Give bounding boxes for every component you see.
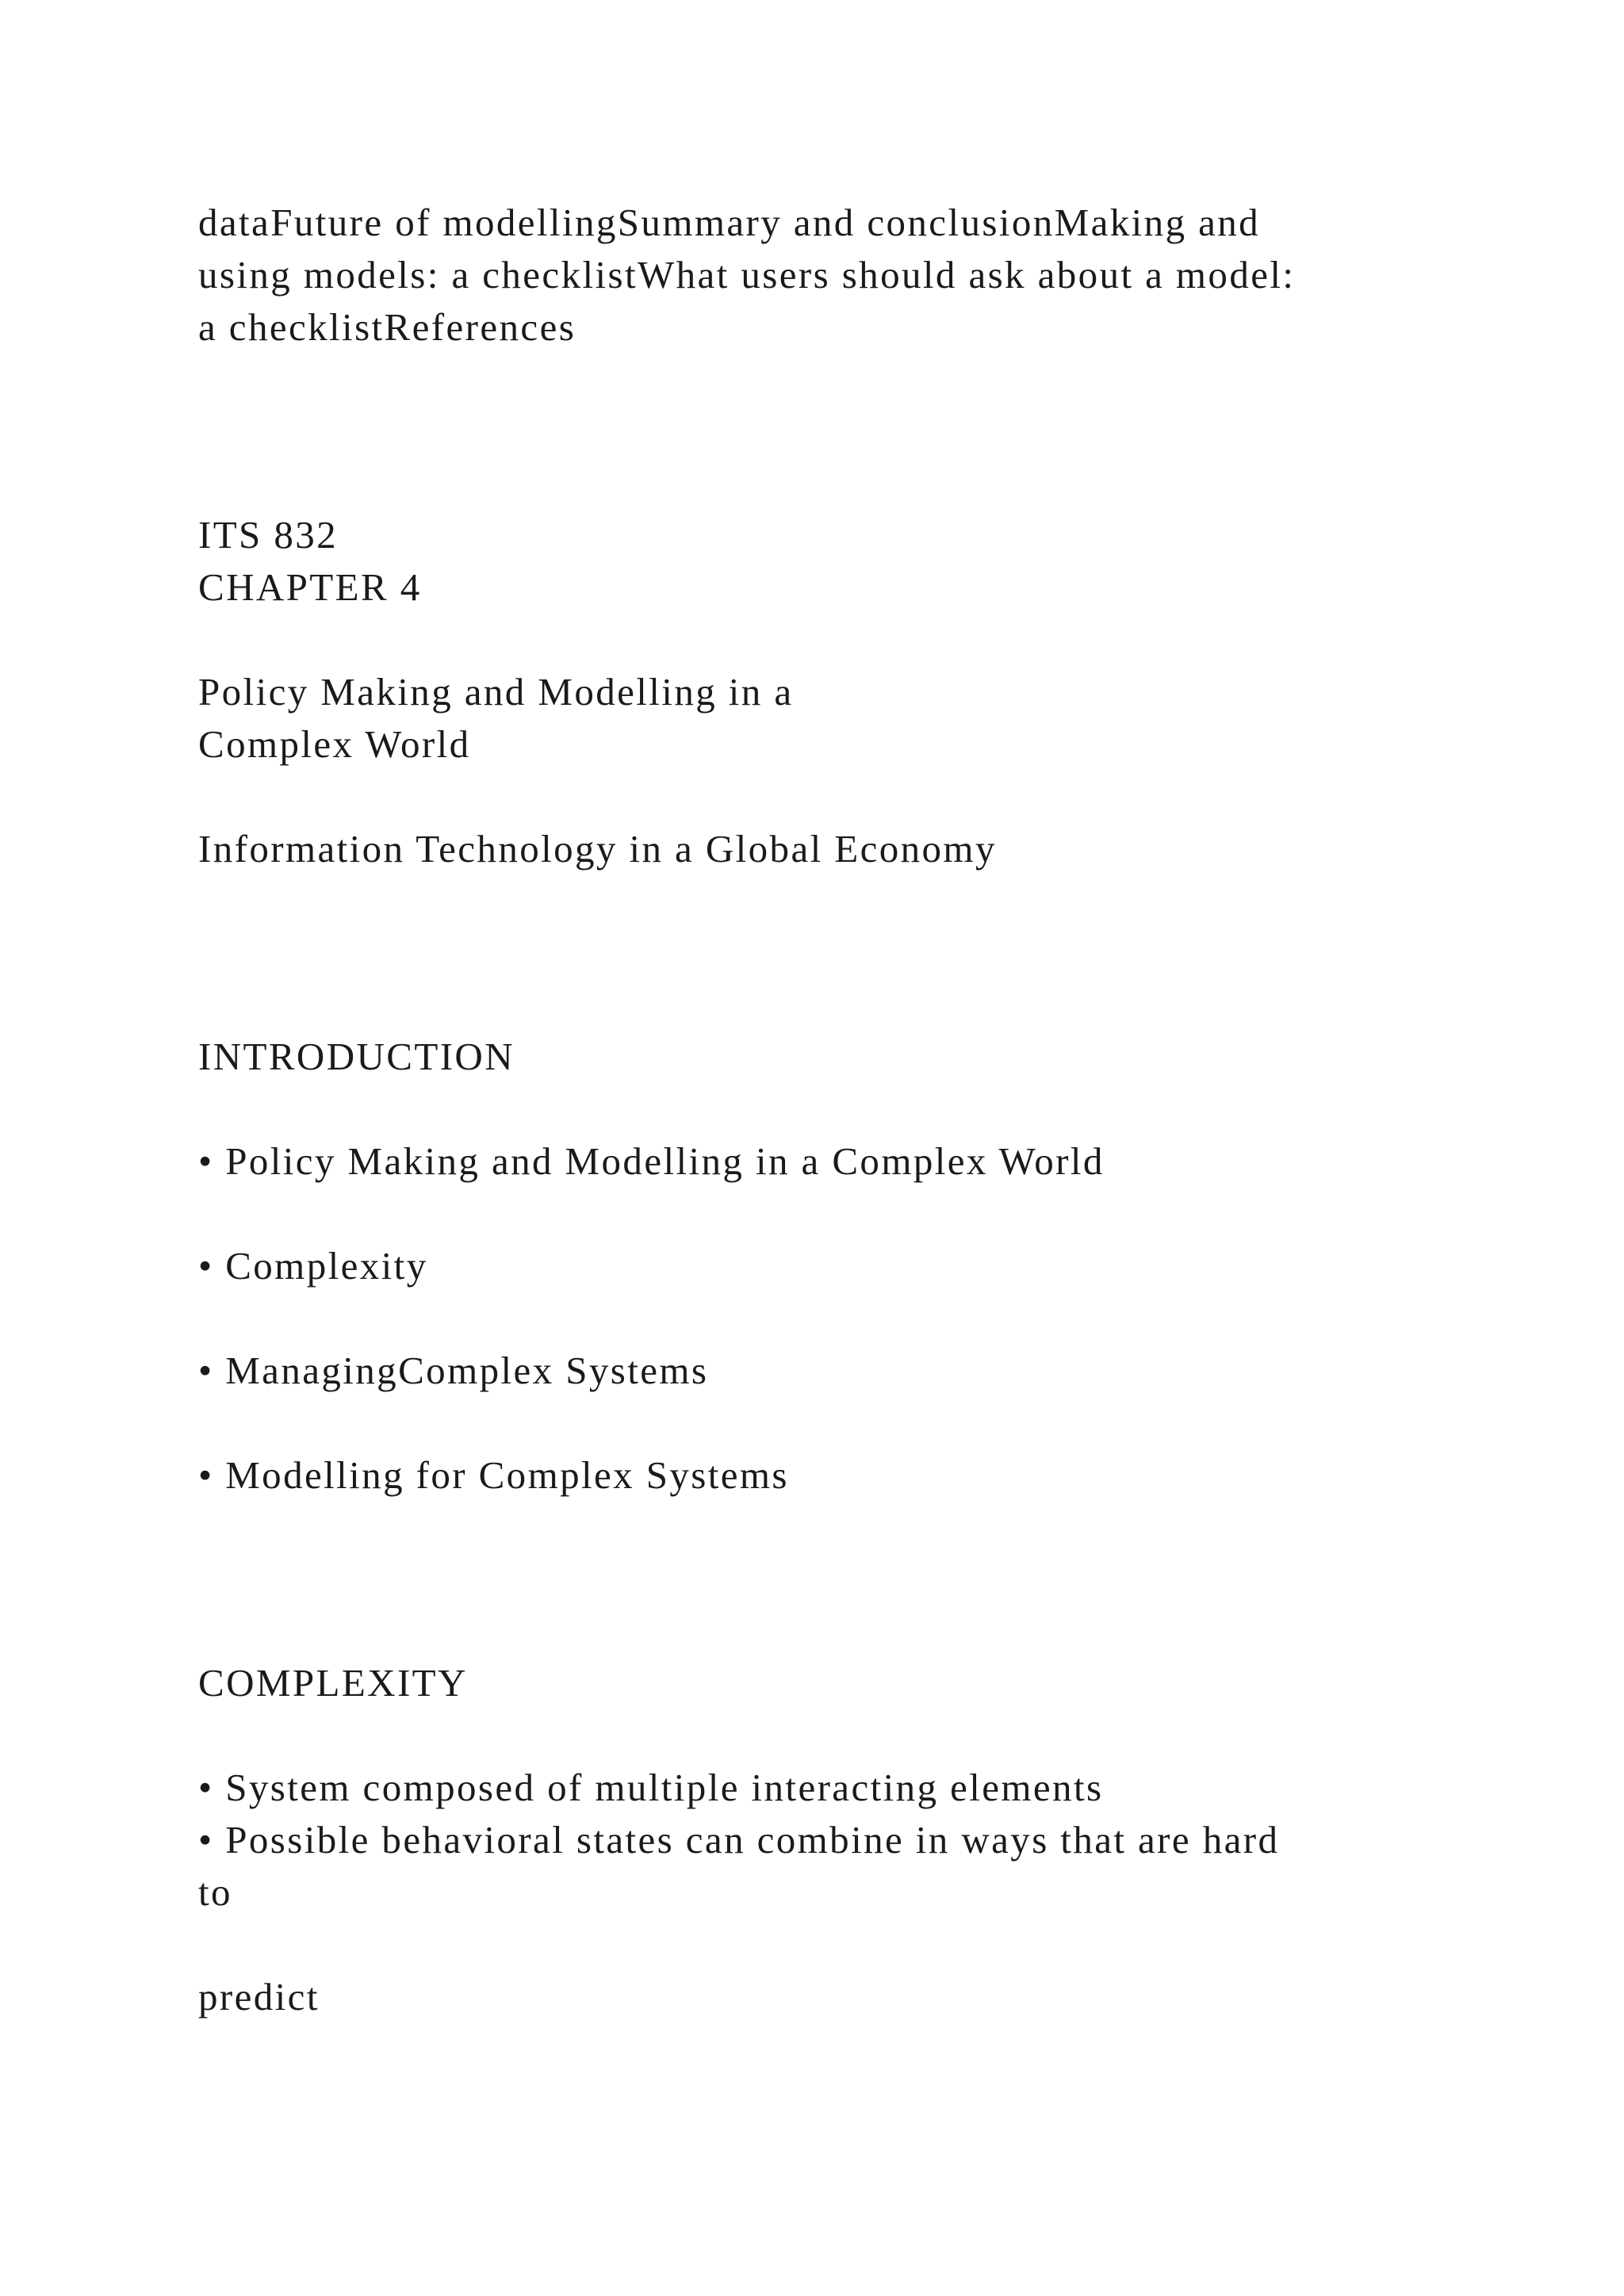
chapter-label: CHAPTER 4 [198,565,422,609]
complexity-continuation: predict [198,1975,320,2019]
introduction-bullet: • Policy Making and Modelling in a Complex World [198,1139,1105,1183]
complexity-bullet-1: • System composed of multiple interacting elements [198,1766,1104,1809]
toc-line-3: a checklistReferences [198,305,576,349]
toc-line-1: dataFuture of modellingSummary and conclusionMaking and [198,201,1261,244]
complexity-bullet-2-line-2: to [198,1870,232,1914]
complexity-bullet-2-line-1: • Possible behavioral states can combine in ways that are hard [198,1818,1280,1862]
chapter-title-line-2: Complex World [198,722,471,766]
introduction-bullet: • Modelling for Complex Systems [198,1453,789,1497]
chapter-title-line-1: Policy Making and Modelling in a [198,670,794,714]
introduction-bullet: • ManagingComplex Systems [198,1349,709,1392]
complexity-heading: COMPLEXITY [198,1661,468,1705]
course-subtitle: Information Technology in a Global Economy [198,827,997,871]
course-code: ITS 832 [198,513,339,557]
toc-line-2: using models: a checklistWhat users should ask about a model: [198,253,1296,297]
introduction-heading: INTRODUCTION [198,1035,515,1078]
introduction-bullet: • Complexity [198,1244,428,1288]
